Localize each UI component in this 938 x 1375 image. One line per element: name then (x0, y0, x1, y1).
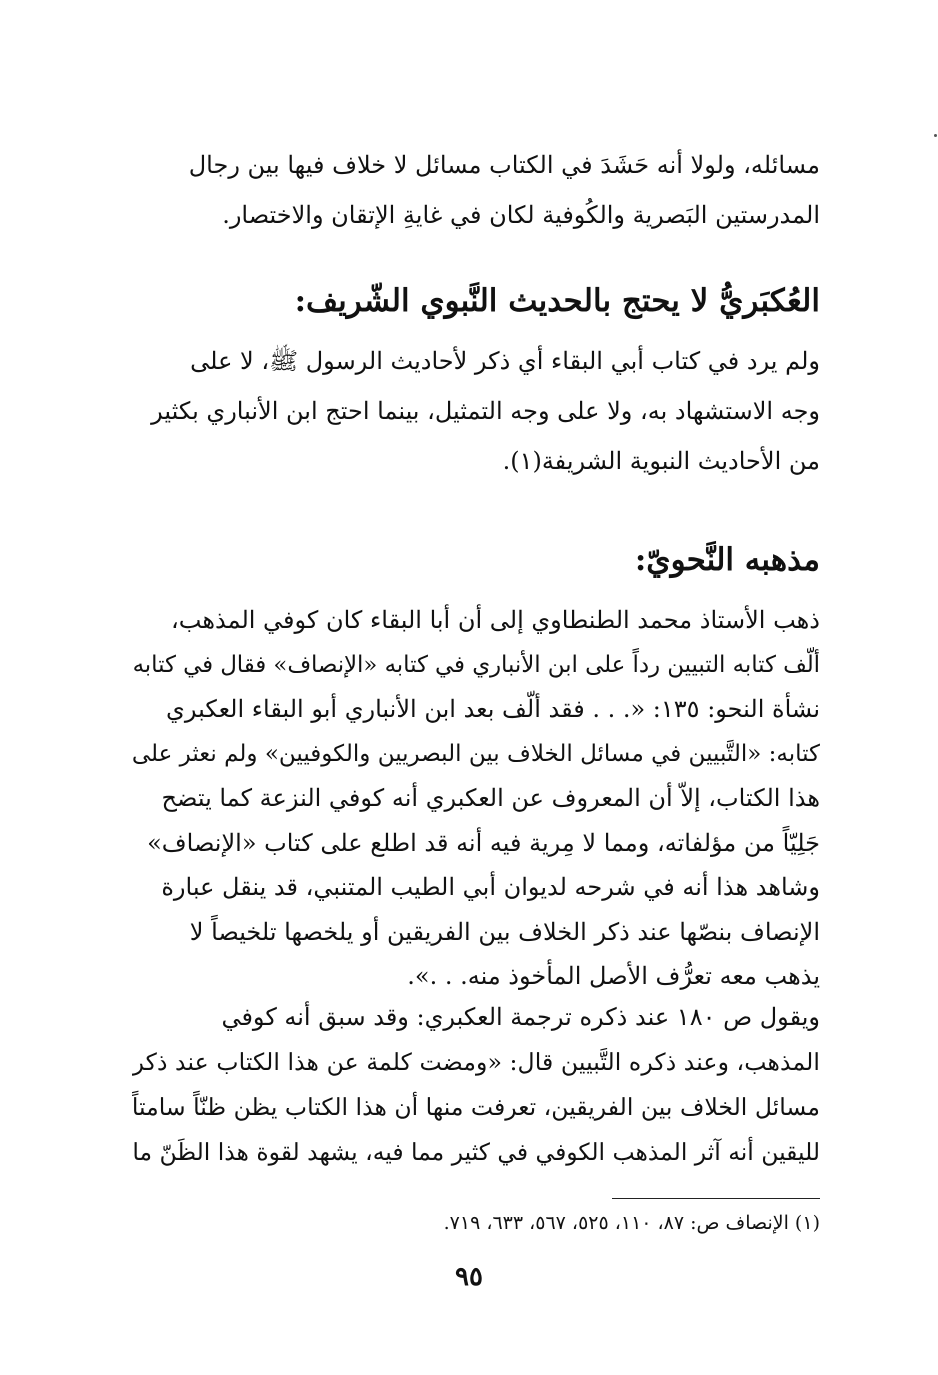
paragraph-3 (132, 598, 820, 999)
section-heading-hadith: العُكبَريُّ لا يحتج بالحديث النَّبوي الشّريف: (294, 283, 820, 319)
paragraph-2 (132, 336, 820, 486)
scan-speck (934, 134, 937, 137)
paragraph-line: الإنصاف بنصّها عند ذكر الخلاف بين الفريقين أو يلخصها تلخيصاً لا (189, 917, 820, 946)
paragraph-line: وجه الاستشهاد به، ولا على وجه التمثيل، بينما احتج ابن الأنباري بكثير (151, 397, 820, 425)
paragraph-line: المذهب، وعند ذكره التَّبيين قال: «ومضت كلمة عن هذا الكتاب عند ذكر (132, 1048, 820, 1076)
paragraph-line: ويقول ص ١٨٠ عند ذكره ترجمة العكبري: وقد سبق أنه كوفي (221, 1003, 820, 1031)
paragraph-line: يذهب معه تعرُّف الأصل المأخوذ منه. . .». (407, 962, 820, 990)
paragraph-line: ألّف كتابه التبيين رداً على ابن الأنباري في كتابه «الإنصاف» فقال في كتابه (132, 651, 820, 678)
paragraph-line: ذهب الأستاذ محمد الطنطاوي إلى أن أبا البقاء كان كوفي المذهب، (171, 606, 820, 634)
paragraph-line: مسائله، ولولا أنه حَشَدَ في الكتاب مسائل لا خلاف فيها بين رجال (188, 151, 820, 179)
paragraph-line: كتابه: «التَّبيين في مسائل الخلاف بين البصريين والكوفيين» ولم نعثر على (132, 740, 820, 767)
footnote-separator (612, 1198, 820, 1199)
section-heading-grammar-school: مذهبه النَّحويّ: (634, 542, 820, 578)
paragraph-line: وشاهد هذا أنه في شرحه لديوان أبي الطيب المتنبي، قد ينقل عبارة (161, 873, 820, 901)
paragraph-line: مسائل الخلاف بين الفريقين، تعرفت منها أن هذا الكتاب يظن ظنّاً سامتاً (132, 1093, 820, 1121)
paragraph-line: نشأة النحو: ١٣٥: «. . . فقد ألّف بعد ابن الأنباري أبو البقاء العكبري (166, 695, 820, 723)
paragraph-line: من الأحاديث النبوية الشريفة(١). (502, 447, 820, 475)
page-number: ٩٥ (455, 1262, 483, 1292)
paragraph-line: المدرستين البَصرية والكُوفية لكان في غايةِ الإتقان والاختصار. (222, 201, 820, 229)
paragraph-line: لليقين أنه آثر المذهب الكوفي في كثير مما فيه، يشهد لقوة هذا الظَنّ ما (132, 1138, 820, 1166)
paragraph-line: جَلِيّاً من مؤلفاته، ومما لا مِرية فيه أنه قد اطلع على كتاب «الإنصاف» (147, 828, 820, 857)
footnote: (١) الإنصاف ص: ٨٧، ١١٠، ٥٢٥، ٥٦٧، ٦٣٣، ٧١٩. (443, 1212, 820, 1234)
paragraph-4 (132, 995, 820, 1175)
paragraph-line: ولم يرد في كتاب أبي البقاء أي ذكر لأحاديث الرسول ﷺ، لا على (190, 347, 820, 375)
paragraph-line: هذا الكتاب، إلاّ أن المعروف عن العكبري أنه كوفي النزعة كما يتضح (161, 784, 820, 812)
paragraph-1 (132, 140, 820, 240)
